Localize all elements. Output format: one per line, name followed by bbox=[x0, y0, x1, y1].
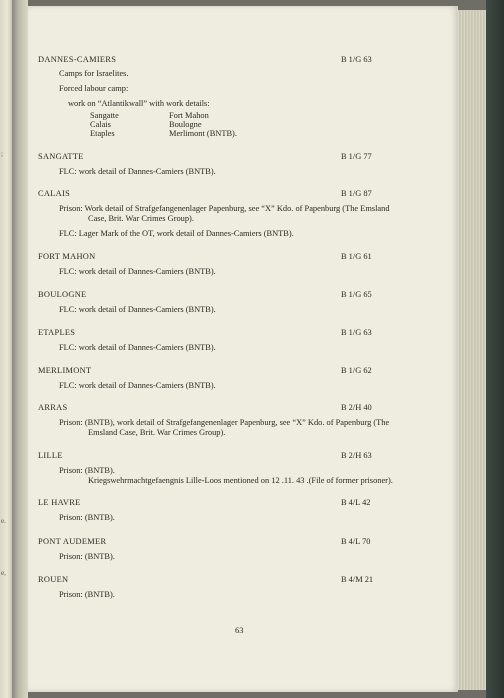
place-heading: LILLE bbox=[38, 451, 63, 460]
entry-line: Camps for Israelites. bbox=[59, 69, 129, 78]
entry-line: Prison: (BNTB), work detail of Strafgefangenenlager Papenburg, see “X” Kdo. of Papenburg (The bbox=[59, 418, 390, 427]
reference-code: B 1/G 61 bbox=[341, 252, 372, 261]
reference-code: B 2/H 63 bbox=[341, 451, 372, 460]
work-detail-place: Calais bbox=[90, 120, 111, 129]
margin-mark: e. bbox=[1, 517, 6, 525]
place-heading: CALAIS bbox=[38, 189, 71, 198]
place-heading: SANGATTE bbox=[38, 152, 84, 161]
place-heading: MERLIMONT bbox=[38, 366, 92, 375]
entry-line: Prison: (BNTB). bbox=[59, 466, 115, 475]
entry-line: Prison: Work detail of Strafgefangenenlager Papenburg, see “X” Kdo. of Papenburg (The Emsland bbox=[59, 204, 390, 213]
entry-line: FLC: work detail of Dannes-Camiers (BNTB). bbox=[59, 167, 216, 176]
work-detail-place: Sangatte bbox=[90, 111, 119, 120]
entry-line: Case, Brit. War Crimes Group). bbox=[88, 214, 194, 223]
entry-line: Prison: (BNTB). bbox=[59, 513, 115, 522]
place-heading: BOULOGNE bbox=[38, 290, 87, 299]
reference-code: B 4/M 21 bbox=[341, 575, 374, 584]
reference-code: B 1/G 77 bbox=[341, 152, 372, 161]
place-heading: PONT AUDEMER bbox=[38, 537, 107, 546]
entry-line: FLC: work detail of Dannes-Camiers (BNTB). bbox=[59, 305, 216, 314]
page-stack-edge bbox=[458, 10, 486, 690]
work-detail-place: Etaples bbox=[90, 129, 115, 138]
entry-line: FLC: work detail of Dannes-Camiers (BNTB). bbox=[59, 381, 216, 390]
entry-line: FLC: Lager Mark of the OT, work detail of Dannes-Camiers (BNTB). bbox=[59, 229, 294, 238]
document-page bbox=[28, 6, 458, 692]
entry-line: FLC: work detail of Dannes-Camiers (BNTB). bbox=[59, 343, 216, 352]
reference-code: B 4/L 70 bbox=[341, 537, 371, 546]
entry-line: work on “Atlantikwall” with work details: bbox=[68, 99, 210, 108]
entry-line: Kriegswehrmachtgefaengnis Lille-Loos mentioned on 12 .11. 43 .(File of former prisoner). bbox=[88, 476, 393, 485]
reference-code: B 1/G 63 bbox=[341, 55, 372, 64]
reference-code: B 4/L 42 bbox=[341, 498, 371, 507]
page-number: 63 bbox=[235, 626, 244, 635]
place-heading: FORT MAHON bbox=[38, 252, 96, 261]
entry-line: Prison: (BNTB). bbox=[59, 552, 115, 561]
book-cover-edge bbox=[486, 0, 504, 698]
entry-line: Prison: (BNTB). bbox=[59, 590, 115, 599]
reference-code: B 1/G 87 bbox=[341, 189, 372, 198]
entry-line: Forced labour camp: bbox=[59, 84, 129, 93]
book-gutter bbox=[12, 0, 28, 698]
reference-code: B 1/G 62 bbox=[341, 366, 372, 375]
left-facing-page-edge bbox=[0, 0, 12, 698]
entry-line: Emsland Case, Brit. War Crimes Group). bbox=[88, 428, 226, 437]
place-heading: DANNES-CAMIERS bbox=[38, 55, 117, 64]
place-heading: LE HAVRE bbox=[38, 498, 81, 507]
reference-code: B 2/H 40 bbox=[341, 403, 372, 412]
margin-mark: ; bbox=[1, 150, 3, 158]
place-heading: ARRAS bbox=[38, 403, 68, 412]
reference-code: B 1/G 65 bbox=[341, 290, 372, 299]
entry-line: FLC: work detail of Dannes-Camiers (BNTB). bbox=[59, 267, 216, 276]
work-detail-place: Merlimont (BNTB). bbox=[169, 129, 237, 138]
work-detail-place: Boulogne bbox=[169, 120, 202, 129]
margin-mark: e, bbox=[1, 569, 6, 577]
place-heading: ETAPLES bbox=[38, 328, 76, 337]
work-detail-place: Fort Mahon bbox=[169, 111, 209, 120]
reference-code: B 1/G 63 bbox=[341, 328, 372, 337]
place-heading: ROUEN bbox=[38, 575, 69, 584]
